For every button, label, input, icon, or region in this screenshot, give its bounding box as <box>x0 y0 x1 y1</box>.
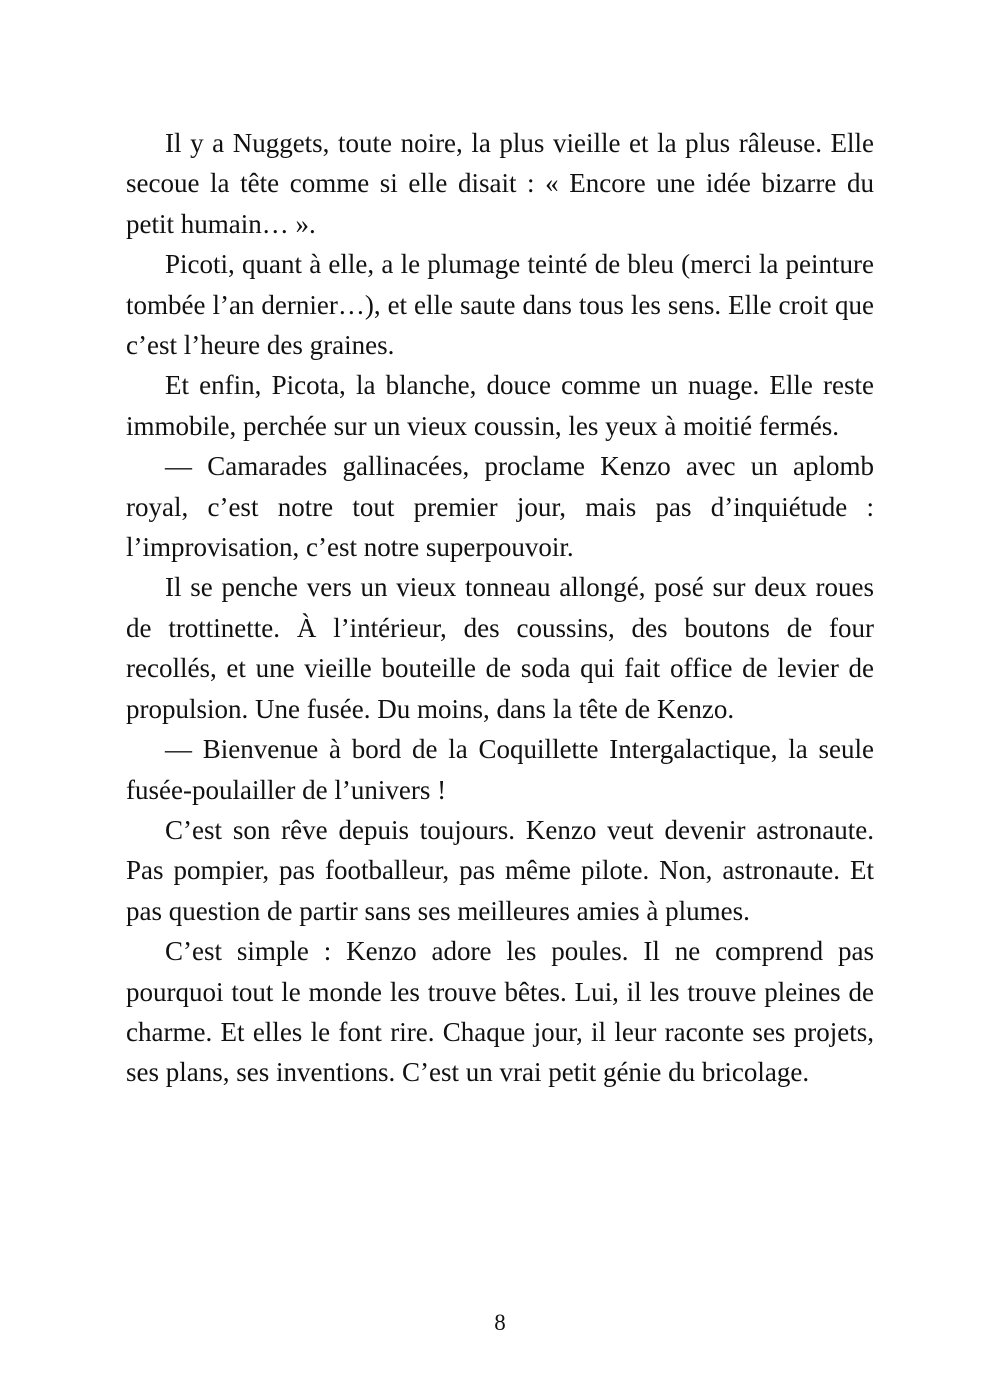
body-text <box>126 123 874 1093</box>
paragraph: — Camarades gallinacées, proclame Kenzo avec un aplomb royal, c’est notre tout premier jour, mais pas d’inquiétude : l’improvisation, c’est notre superpouvoir. <box>126 451 874 563</box>
paragraph: — Bienvenue à bord de la Coquillette Intergalactique, la seule fusée-poulailler de l’univers ! <box>126 734 874 805</box>
paragraph: Picoti, quant à elle, a le plumage teinté de bleu (merci la peinture tombée l’an dernier…), et elle saute dans tous les sens. Elle croit que c’est l’heure des graines. <box>126 249 874 361</box>
paragraph: Il y a Nuggets, toute noire, la plus vieille et la plus râleuse. Elle secoue la tête comme si elle disait : « Encore une idée bizarre du petit humain… ». <box>126 128 874 239</box>
page-number: 8 <box>494 1310 506 1335</box>
paragraph: C’est simple : Kenzo adore les poules. Il ne comprend pas pourquoi tout le monde les trouve bêtes. Lui, il les trouve pleines de charme. Et elles le font rire. Chaque jour, il leur raconte ses projets, ses plans, ses inventions. C’est un vrai petit génie du bricolage. <box>126 936 874 1088</box>
paragraph: C’est son rêve depuis toujours. Kenzo veut devenir astronaute. Pas pompier, pas footballeur, pas même pilote. Non, astronaute. Et pas question de partir sans ses meilleures amies à plumes. <box>126 814 874 926</box>
paragraph: Il se penche vers un vieux tonneau allongé, posé sur deux roues de trottinette. À l’intérieur, des coussins, des boutons de four recollés, et une vieille bouteille de soda qui fait office de levier de propulsion. Une fusée. Du moins, dans la tête de Kenzo. <box>126 572 874 724</box>
paragraph: Et enfin, Picota, la blanche, douce comme un nuage. Elle reste immobile, perchée sur un vieux coussin, les yeux à moitié fermés. <box>126 370 874 441</box>
